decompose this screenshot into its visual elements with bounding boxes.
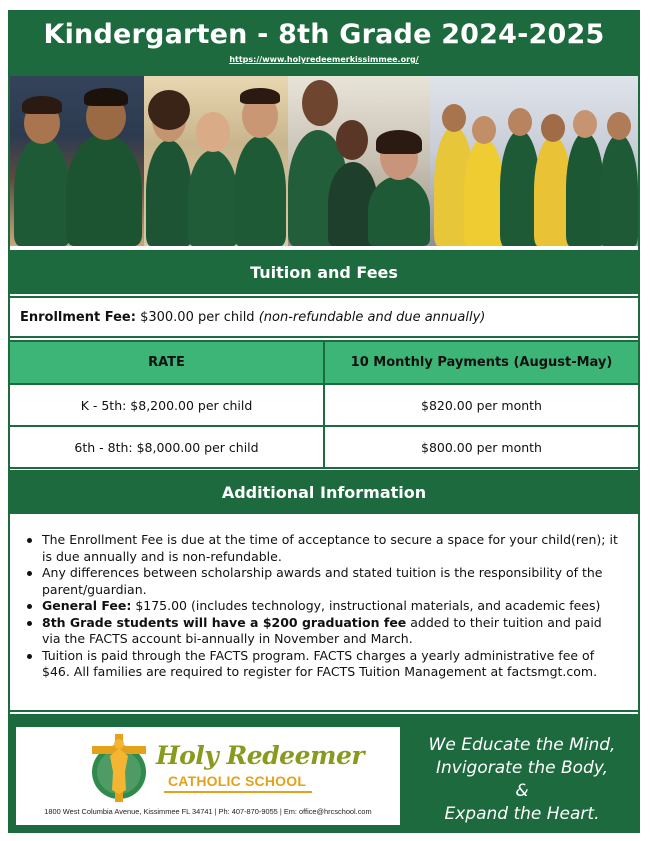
table-row <box>10 384 638 426</box>
photo-strip <box>10 76 638 246</box>
table-cell: $800.00 per month <box>324 426 638 468</box>
column-header-monthly: 10 Monthly Payments (August-May) <box>324 341 638 384</box>
list-item: Tuition is paid through the FACTS program. FACTS charges a yearly administrative fee of $46. All families are required to register for FACTS Tuition Management at factsmgt.com. <box>24 648 620 681</box>
table-cell: 6th - 8th: $8,000.00 per child <box>10 426 324 468</box>
contact-info: 1800 West Columbia Avenue, Kissimmee FL 34741 | Ph: 407-870-9055 | Em: office@hrcschool.com <box>44 807 372 816</box>
enrollment-value: $300.00 per child <box>140 310 255 325</box>
bullet-icon <box>27 571 32 576</box>
bullet-icon <box>27 538 32 543</box>
motto-line: Expand the Heart. <box>444 804 600 824</box>
enrollment-note: (non-refundable and due annually) <box>258 310 486 325</box>
school-subtitle: CATHOLIC SCHOOL <box>168 773 307 789</box>
logo-divider <box>164 791 312 793</box>
bullet-icon <box>27 654 32 659</box>
school-logo-panel <box>16 727 400 825</box>
enrollment-label: Enrollment Fee: <box>20 310 136 325</box>
tuition-flyer <box>8 10 640 833</box>
school-motto <box>414 734 630 826</box>
table-cell: $820.00 per month <box>324 384 638 426</box>
list-item: General Fee: $175.00 (includes technology, instructional materials, and academic fees) <box>24 598 620 615</box>
crucifix-logo-icon <box>86 732 152 804</box>
photo-students-1 <box>10 76 144 246</box>
motto-line: We Educate the Mind, <box>428 735 616 755</box>
additional-info <box>10 516 638 712</box>
tuition-table <box>10 340 638 469</box>
motto-line: & <box>515 781 529 801</box>
table-header-row <box>10 341 638 384</box>
table-cell: K - 5th: $8,200.00 per child <box>10 384 324 426</box>
bullet-icon <box>27 621 32 626</box>
column-header-rate: RATE <box>10 341 324 384</box>
photo-students-2 <box>144 76 288 246</box>
motto-line: Invigorate the Body, <box>435 758 608 778</box>
page-title: Kindergarten - 8th Grade 2024-2025 <box>43 19 605 50</box>
school-name: Holy Redeemer <box>156 741 365 770</box>
table-row <box>10 426 638 468</box>
tuition-section-header: Tuition and Fees <box>10 250 638 294</box>
enrollment-fee <box>10 296 638 338</box>
list-item: The Enrollment Fee is due at the time of acceptance to secure a space for your child(ren); it is due annually and is non-refundable. <box>24 532 620 565</box>
website-link[interactable]: https://www.holyredeemerkissimmee.org/ <box>229 55 419 64</box>
bullet-icon <box>27 604 32 609</box>
photo-students-3 <box>288 76 430 246</box>
list-item: 8th Grade students will have a $200 graduation fee added to their tuition and paid via the FACTS account bi-annually in November and March. <box>24 615 620 648</box>
photo-students-4 <box>430 76 638 246</box>
info-list <box>24 532 620 681</box>
footer <box>10 714 638 833</box>
additional-section-header: Additional Information <box>10 470 638 514</box>
list-item: Any differences between scholarship awards and stated tuition is the responsibility of the parent/guardian. <box>24 565 620 598</box>
header <box>10 12 638 76</box>
